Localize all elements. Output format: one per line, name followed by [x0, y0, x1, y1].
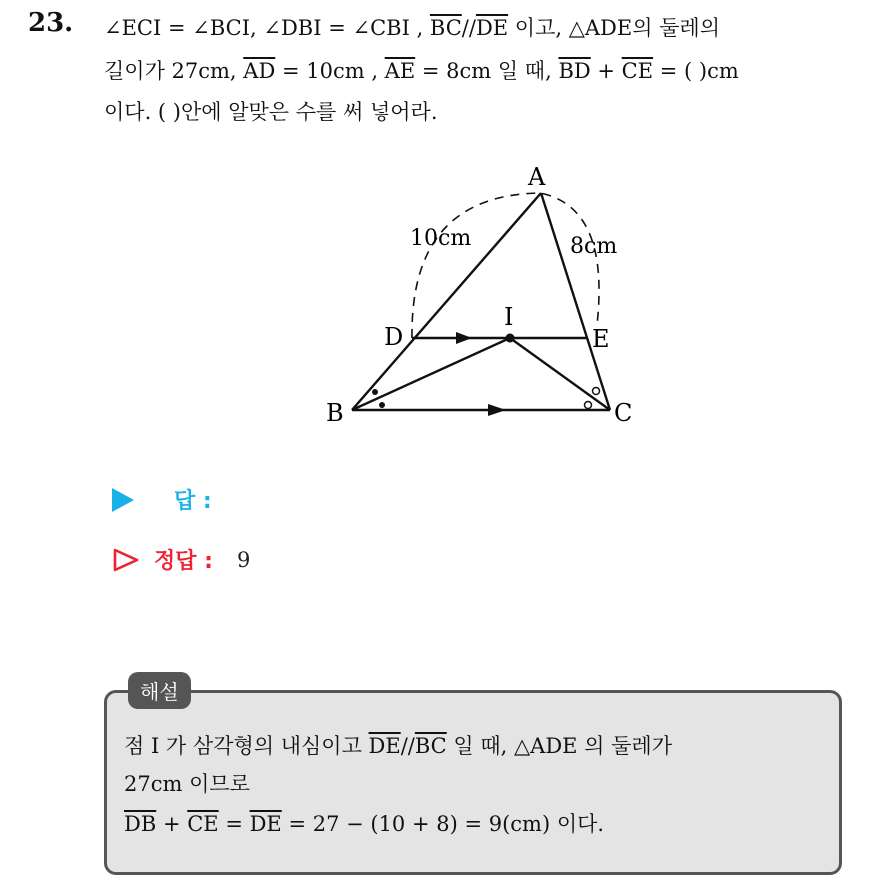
- answer-row: [112, 484, 212, 515]
- angle-mark-c1: [593, 388, 600, 395]
- parallel-arrow-bc: [488, 404, 506, 416]
- explanation-text: = 27 − (10 + 8) = 9(cm) 이다.: [281, 812, 605, 836]
- question-text: ∠ECI = ∠BCI, ∠DBI = ∠CBI ,: [104, 16, 430, 40]
- explanation-text: 일 때, △ADE 의 둘레가: [446, 734, 672, 758]
- label-ad-length: 10cm: [410, 226, 472, 251]
- question-number: 23.: [28, 8, 74, 38]
- segment-ad: $\overline{AD}$: [243, 59, 276, 83]
- segment-bd: $\overline{BD}$: [558, 59, 591, 83]
- question-text: = ( )cm: [653, 59, 739, 83]
- segment-de: $\overline{DE}$: [249, 812, 282, 836]
- segment-ae: $\overline{AE}$: [384, 59, 416, 83]
- explanation-line-1: [124, 730, 672, 760]
- correct-answer-row: [112, 544, 250, 575]
- label-b: B: [326, 399, 344, 427]
- explanation-tag: 해설: [128, 672, 191, 709]
- question-text: = 8cm 일 때,: [415, 59, 559, 83]
- label-d: D: [384, 323, 404, 351]
- correct-answer-label: 정답 :: [154, 549, 213, 574]
- angle-mark-b2: [379, 402, 385, 408]
- question-text: = 10cm ,: [275, 59, 385, 83]
- question-line-2: [104, 55, 739, 85]
- bisector-bi: [352, 338, 510, 410]
- label-c: C: [614, 399, 633, 427]
- explanation-text: =: [218, 812, 250, 836]
- segment-de: $\overline{DE}$: [475, 16, 509, 40]
- label-i: I: [504, 303, 514, 331]
- angle-mark-b1: [372, 389, 378, 395]
- question-text: +: [590, 59, 622, 83]
- question-text: 길이가 27cm,: [104, 59, 244, 83]
- angle-mark-c2: [585, 402, 592, 409]
- segment-ce: $\overline{CE}$: [187, 812, 219, 836]
- parallel-symbol: //: [400, 734, 415, 758]
- segment-ce: $\overline{CE}$: [621, 59, 654, 83]
- segment-db: $\overline{DB}$: [124, 812, 157, 836]
- segment-bc: $\overline{BC}$: [414, 734, 447, 758]
- side-ac: [541, 193, 610, 410]
- explanation-line-3: [124, 808, 604, 838]
- label-ae-length: 8cm: [570, 234, 618, 259]
- explanation-text: +: [156, 812, 188, 836]
- question-line-1: [104, 12, 720, 42]
- answer-label: 답 :: [174, 489, 212, 514]
- outline-triangle-icon: [112, 547, 140, 573]
- correct-answer-value: 9: [236, 547, 251, 572]
- explanation-text: 점 I 가 삼각형의 내심이고: [124, 734, 369, 758]
- label-a: A: [528, 163, 546, 191]
- play-triangle-icon: [112, 488, 134, 512]
- incenter-point: [506, 334, 515, 343]
- parallel-arrow-de: [456, 332, 472, 344]
- triangle-figure: [300, 155, 660, 445]
- parallel-symbol: //: [461, 16, 476, 40]
- label-e: E: [592, 325, 610, 353]
- explanation-line-2: 27cm 이므로: [124, 772, 250, 796]
- question-line-3: 이다. ( )안에 알맞은 수를 써 넣어라.: [104, 100, 438, 124]
- segment-bc: $\overline{BC}$: [429, 16, 462, 40]
- segment-de: $\overline{DE}$: [368, 734, 401, 758]
- question-text: 이고, △ADE의 둘레의: [508, 16, 721, 40]
